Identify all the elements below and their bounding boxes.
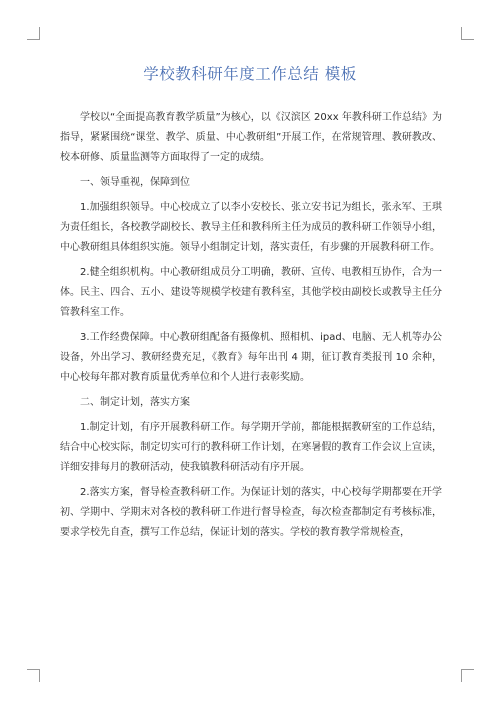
crop-mark-top-left bbox=[27, 27, 40, 40]
document-title: 学校教科研年度工作总结 模板 bbox=[143, 65, 357, 83]
crop-mark-top-right bbox=[461, 27, 474, 40]
section-heading-2: 二、制定计划，落实方案 bbox=[80, 397, 190, 408]
paragraph-2-1: 1.制定计划，有序开展教科研工作。每学期开学前，都能根据教研室的工作总结，结合中心校实际，制定切实可行的教科研工作计划，在寒暑假的教育工作会议上宣读，详细安排每月的教研活动，使我镇教科研活动有序开展。 bbox=[60, 422, 442, 473]
section-heading-1: 一、领导重视，保障到位 bbox=[80, 177, 190, 188]
intro-paragraph: 学校以“全面提高教育教学质量”为核心，以《汉滨区 20xx 年教科研工作总结》为指导，紧紧围绕“课堂、教学、质量、中心教研组”开展工作，在常规管理、教研教改、校本研修、质量监测等方面取得了一定的成绩。 bbox=[60, 112, 442, 163]
paragraph-2-2: 2.落实方案，督导检查教科研工作。为保证计划的落实，中心校每学期都要在开学初、学期中、学期末对各校的教科研工作进行督导检查，每次检查都制定有考核标准，要求学校先自查，撰写工作总结，保证计划的落实。学校的教育教学常规检查， bbox=[60, 487, 442, 538]
document-body bbox=[60, 108, 442, 543]
crop-mark-bottom-left bbox=[27, 669, 40, 682]
crop-mark-bottom-right bbox=[461, 669, 474, 682]
paragraph-1-3: 3.工作经费保障。中心教研组配备有摄像机、照相机、ipad、电脑、无人机等办公设备，外出学习、教研经费充足，《教育》每年出刊 4 期，征订教育类报刊 10 余种，中心校每年都对教育质量优秀单位和个人进行表彰奖励。 bbox=[60, 332, 442, 383]
paragraph-1-1: 1.加强组织领导。中心校成立了以李小安校长、张立安书记为组长，张永军、王琪为责任组长，各校教学副校长、教导主任和教科所主任为成员的教科研工作领导小组，中心教研组具体组织实施。领导小组制定计划，落实责任，有步骤的开展教科研工作。 bbox=[60, 202, 442, 253]
paragraph-1-2: 2.健全组织机构。中心教研组成员分工明确，教研、宣传、电教相互协作，合为一体。民主、四合、五小、建设等规模学校建有教科室，其他学校由副校长或教导主任分管教科室工作。 bbox=[60, 267, 442, 318]
